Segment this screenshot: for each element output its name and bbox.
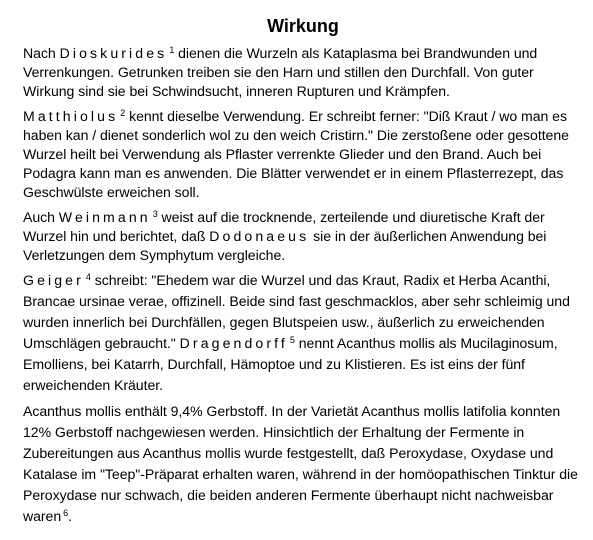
paragraph-text: schreibt: "Ehedem war die Wurzel und das Kraut, Radix et Herba Acanthi, Brancae ursinae verae, offizinell. Beide sind fast geschmacklos, aber sehr schleimig und wurden innerlich bei Durchfällen, gegen Blutspeien usw., äußerlich zu erweichenden Umschlägen gebraucht." — [23, 272, 570, 352]
paragraph-geiger — [23, 270, 581, 396]
paragraph-lead: Auch — [23, 208, 59, 225]
paragraph-lead: Nach — [23, 45, 60, 61]
footnote-ref[interactable]: 5 — [289, 335, 295, 346]
paragraph-text: nennt Acanthus mollis als Mucilaginosum, Emolliens, bei Katarrh, Durchfall, Hämoptoe und zu Klistieren. Es ist eins der fünf erweichenden Kräuter. — [23, 335, 558, 394]
author-name: Dioskurides — [59, 45, 168, 61]
author-name: Matthiolus — [23, 107, 119, 124]
paragraph-text: dienen die Wurzeln als Kataplasma bei Brandwunden und Verrenkungen. Getrunken treiben sie den Harn und stillen den Durchfall. Von guter Wirkung sind sie bei Schwindsucht, inneren Rupturen und Krämpfen. — [23, 45, 538, 100]
paragraph-gerbstoff — [23, 401, 581, 527]
footnote-ref[interactable]: 6 — [63, 508, 69, 519]
paragraph-text: sie in der äußerlichen Anwendung bei Verletzungen dem Symphytum vergleiche. — [23, 227, 547, 264]
paragraph-text: kennt dieselbe Verwendung. Er schreibt ferner: "Diß Kraut / wo man es haben kan / dienet sonderlich wol zu den weich Cristirn." Die zerstoßene oder gesottene Wurzel heilt bei Verwendung als Pflaster verrenkte Glieder und den Brand. Auch bei Podagra kann man es anwenden. Die Blätter verwendet er in einem Pflasterrezept, das Geschwülste erweichen soll. — [23, 107, 569, 201]
author-name: Dragendorff — [179, 335, 288, 352]
section-title: Wirkung — [267, 16, 339, 36]
footnote-ref[interactable]: 3 — [152, 208, 158, 219]
author-name: Dodonaeus — [209, 227, 310, 244]
author-name: Weinmann — [58, 208, 151, 225]
paragraph-weinmann — [23, 208, 581, 266]
paragraph-matthiolus — [23, 107, 581, 203]
footnote-ref[interactable]: 4 — [85, 272, 91, 283]
author-name: Geiger — [23, 272, 84, 289]
footnote-ref[interactable]: 2 — [120, 107, 126, 118]
paragraph-tail: . — [68, 508, 72, 525]
paragraph-dioskurides — [23, 44, 581, 102]
paragraph-text: Acanthus mollis enthält 9,4% Gerbstoff. In der Varietät Acanthus mollis latifolia konnten 12% Gerbstoff nachgewiesen werden. Hinsichtlich der Erhaltung der Fermente in Zubereitungen aus Acanthus mollis wurde festgestellt, daß Peroxydase, Oxydase und Katalase im "Teep"-Präparat erhalten waren, während in der homöopathischen Tinktur die Peroxydase nur schwach, die beiden anderen Fermente überhaupt nicht nachweisbar waren — [23, 403, 578, 525]
footnote-ref[interactable]: 1 — [169, 45, 175, 55]
paragraph-text: weist auf die trocknende, zerteilende und diuretische Kraft der Wurzel hin und berichtet, daß — [23, 208, 545, 244]
